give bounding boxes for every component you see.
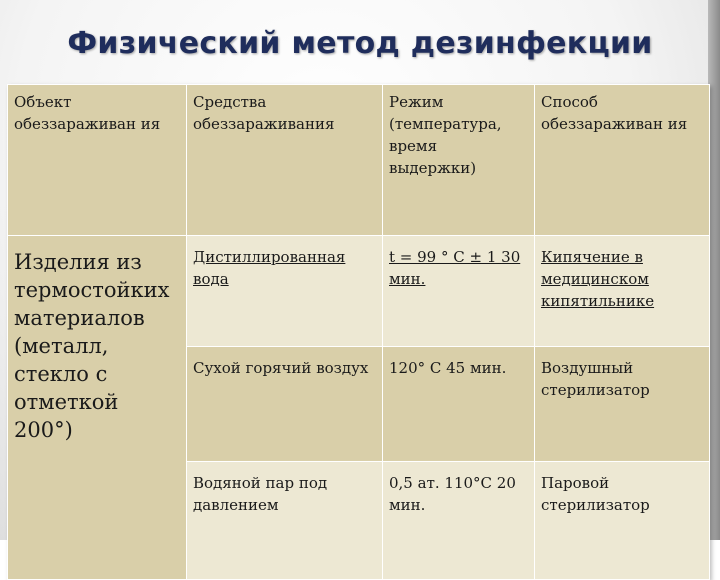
table-header-row (8, 85, 710, 236)
cell-means: Сухой горячий воздух (187, 347, 383, 462)
object-cell: Изделия из термостойких материалов (металл, стекло с отметкой 200°) (8, 236, 187, 580)
cell-mode: 0,5 ат. 110°С 20 мин. (383, 462, 535, 580)
cell-method: Кипячение в медицинском кипятильнике (535, 236, 710, 347)
slide-title: Физический метод дезинфекции (67, 26, 653, 61)
cell-means: Водяной пар под давлением (187, 462, 383, 580)
cell-method: Паровой стерилизатор (535, 462, 710, 580)
table-row (8, 236, 710, 347)
cell-mode: 120° С 45 мин. (383, 347, 535, 462)
cell-method: Воздушный стерилизатор (535, 347, 710, 462)
header-means: Средства обеззараживания (187, 85, 383, 236)
header-mode: Режим (температура, время выдержки) (383, 85, 535, 236)
disinfection-table (7, 84, 710, 580)
header-object: Объект обеззараживан ия (8, 85, 187, 236)
cell-means: Дистиллированная вода (187, 236, 383, 347)
header-method: Способ обеззараживан ия (535, 85, 710, 236)
cell-mode: t = 99 ° C ± 1 30 мин. (383, 236, 535, 347)
